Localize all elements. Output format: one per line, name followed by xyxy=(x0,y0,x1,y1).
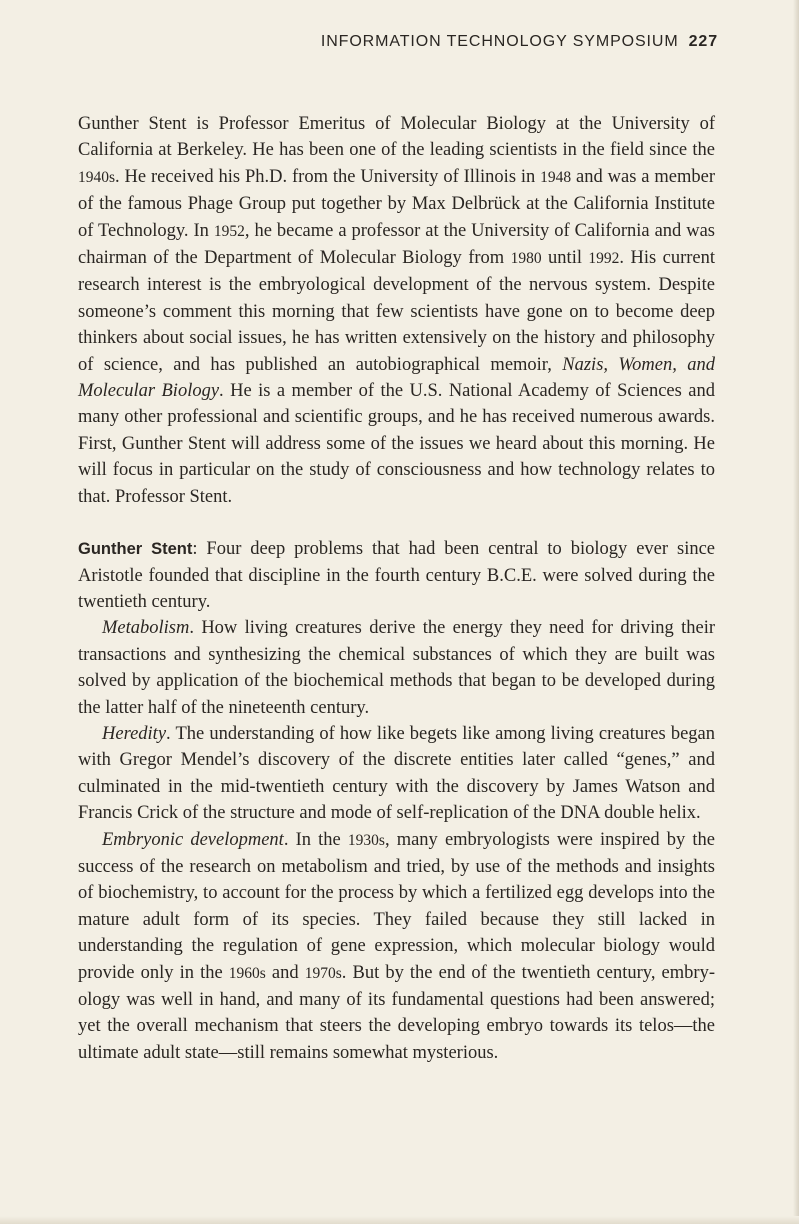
book-title: Nazis, Women, and Molecular Biology xyxy=(78,354,715,402)
intro-year-1948: 1948 xyxy=(540,168,572,186)
embryo-text-2: , many embryologists were inspired by the success of the research on metabolism and tried, by use of the methods and insights of biochemistry, to account for the process by which a fertilized egg develops into the mature adult form of its species. They failed because they still lacked in understanding the regulation of gene expression, which molecular biology would provide only in the xyxy=(78,829,716,983)
speaker-name: Gunther Stent xyxy=(78,540,193,559)
running-title: INFORMATION TECHNOLOGY SYMPOSIUM xyxy=(320,33,679,50)
intro-paragraph xyxy=(78,111,715,510)
intro-text-2: . He received his Ph.D. from the University of Illinois in xyxy=(115,166,541,187)
metabolism-term: Metabolism xyxy=(102,618,190,639)
intro-year-1992: 1992 xyxy=(588,250,620,268)
metabolism-paragraph xyxy=(78,615,715,721)
intro-year-1980: 1980 xyxy=(510,250,542,268)
metabolism-text: . How living creatures derive the energy they need for driving their transactions and synthesizing the chemical substances of which they are built was solved by application of the biochemical methods that began to be developed during the latter half of the nineteenth century. xyxy=(78,618,715,718)
speech-opening-paragraph xyxy=(78,536,715,615)
embryo-year-1960s: 1960s xyxy=(228,964,266,982)
page-edge xyxy=(793,0,799,1224)
intro-text-4: , he became a professor at the University of California and was chairman of the Department of Molecular Biology from xyxy=(78,220,716,269)
embryo-text-1: . In the xyxy=(283,829,348,850)
page-number: 227 xyxy=(688,33,718,50)
intro-text-5: until xyxy=(541,248,589,269)
embryonic-development-paragraph xyxy=(78,827,715,1067)
embryo-text-3: and xyxy=(265,962,305,983)
body-text xyxy=(78,111,715,1066)
embryonic-development-term: Embryonic development xyxy=(102,829,284,850)
speech-opening-text: : Four deep problems that had been central to biology ever since Aristotle founded that discipline in the fourth century B.C.E. were solved during the twentieth century. xyxy=(78,539,716,612)
intro-text-7: . He is a member of the U.S. National Academy of Sciences and many other professional and scientific groups, and he has received numerous awards. First, Gunther Stent will address some of the issues we heard about this morning. He will focus in particular on the study of consciousness and how technology relates to that. Professor Stent. xyxy=(78,381,715,507)
heredity-text: . The understanding of how like begets like among living creatures began with Gregor Mendel’s discovery of the discrete entities later called “genes,” and culminated in the mid-twentieth century with the discovery by James Watson and Francis Crick of the structure and mode of self-replication of the DNA double helix. xyxy=(78,723,715,824)
embryo-year-1970s: 1970s xyxy=(304,964,342,982)
running-head xyxy=(321,33,718,51)
heredity-paragraph xyxy=(78,721,715,827)
heredity-term: Heredity xyxy=(102,723,167,744)
intro-text-1: Gunther Stent is Professor Emeritus of Molecular Biology at the University of California at Berkeley. He has been one of the leading scientists in the field since the xyxy=(78,114,715,161)
intro-text-3: and was a member of the famous Phage Group put together by Max Delbrück at the California Institute of Technology. In xyxy=(78,166,715,241)
embryo-year-1930s: 1930s xyxy=(347,831,385,849)
intro-year-1952: 1952 xyxy=(213,222,245,240)
intro-text-6: . His current research interest is the embryological development of the nervous system. Despite someone’s comment this morning that few scientists have gone on to become deep thinkers about social issues, he has written extensively on the history and philosophy of science, and has published an autobiographical memoir, xyxy=(78,248,715,375)
intro-year-1940s: 1940s xyxy=(78,168,116,186)
embryo-text-4: . But by the end of the twentieth century, embryology was well in hand, and many of its fundamental questions had been answered; yet the overall mechanism that steers the developing embryo towards its telos—the ultimate adult state—still remains somewhat mysterious. xyxy=(78,962,715,1063)
page-bottom-edge xyxy=(0,1216,799,1224)
